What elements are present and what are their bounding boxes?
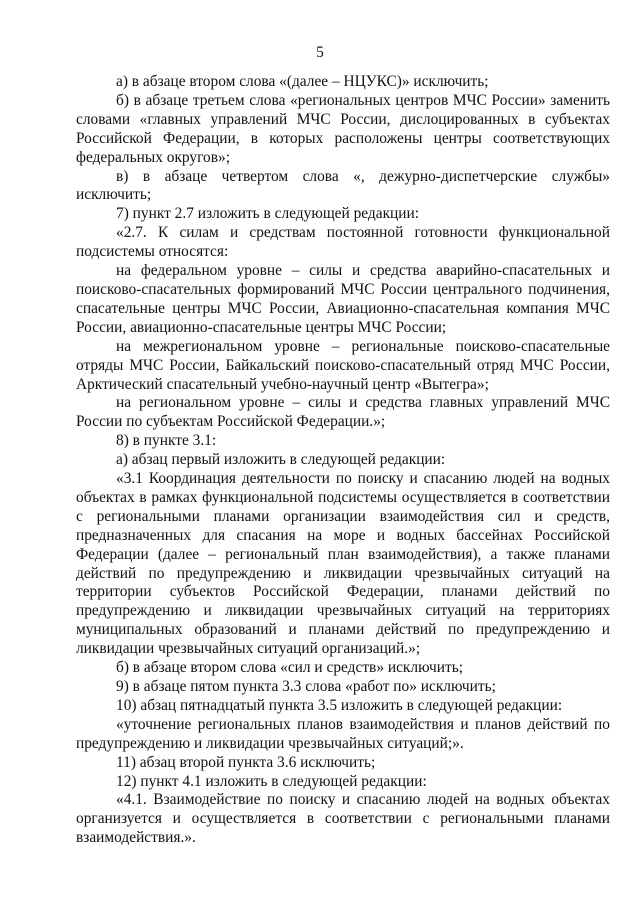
- paragraph: на межрегиональном уровне – региональные поисково-спасательные отряды МЧС России, Байкальский поисково-спасательный отряд МЧС России, Арктический спасательный учебно-научный центр «Вытегра»;: [76, 337, 610, 393]
- paragraph: а) абзац первый изложить в следующей редакции:: [116, 451, 446, 469]
- paragraph: 9) в абзаце пятом пункта 3.3 слова «работ по» исключить;: [116, 678, 496, 695]
- paragraph: «3.1 Координация деятельности по поиску и спасанию людей на водных объектах в рамках функциональной подсистемы осуществляется в соответствии с региональными планами организации взаимодействия сил и средств, предназначенных для спасания на море и водных бассейнах Российской Федерации (далее – региональный план взаимодействия), а также планами действий по предупреждению и ликвидации чрезвычайных ситуаций на территории субъектов Российской Федерации, планами действий по предупреждению и ликвидации чрезвычайных ситуаций на территориях муниципальных образований и планами действий по предупреждению и ликвидации чрезвычайных ситуаций организаций.»;: [76, 470, 610, 658]
- paragraph: а) в абзаце втором слова «(далее – НЦУКС)» исключить;: [116, 73, 489, 90]
- document-body: [76, 73, 610, 848]
- page-number: 5: [316, 44, 324, 61]
- paragraph: в) в абзаце четвертом слова «, дежурно-диспетчерские службы» исключить;: [76, 167, 610, 204]
- paragraph: б) в абзаце втором слова «сил и средств» исключить;: [116, 659, 464, 677]
- paragraph: «уточнение региональных планов взаимодействия и планов действий по предупреждению и ликвидации чрезвычайных ситуаций;».: [76, 715, 610, 752]
- paragraph: 10) абзац пятнадцатый пункта 3.5 изложить в следующей редакции:: [116, 696, 563, 714]
- paragraph: «4.1. Взаимодействие по поиску и спасанию людей на водных объектах организуется и осуществляется в соответствии с региональными планами взаимодействия.».: [76, 791, 610, 847]
- paragraph: 11) абзац второй пункта 3.6 исключить;: [116, 753, 376, 771]
- paragraph: 8) в пункте 3.1:: [116, 432, 217, 450]
- paragraph: б) в абзаце третьем слова «региональных центров МЧС России» заменить словами «главных управлений МЧС России, дислоцированных в субъектах Российской Федерации, в которых расположены центры соответствующих федеральных округов»;: [76, 91, 610, 166]
- paragraph: 12) пункт 4.1 изложить в следующей редакции:: [116, 772, 427, 790]
- paragraph: на региональном уровне – силы и средства главных управлений МЧС России по субъектам Российской Федерации.»;: [76, 394, 610, 431]
- paragraph: «2.7. К силам и средствам постоянной готовности функциональной подсистемы относятся:: [76, 224, 610, 261]
- paragraph: на федеральном уровне – силы и средства аварийно-спасательных и поисково-спасательных формирований МЧС России центрального подчинения, спасательные центры МЧС России, Авиационно-спасательная компания МЧС России, авиационно-спасательные центры МЧС России;: [76, 262, 610, 336]
- paragraph: 7) пункт 2.7 изложить в следующей редакции:: [116, 205, 420, 223]
